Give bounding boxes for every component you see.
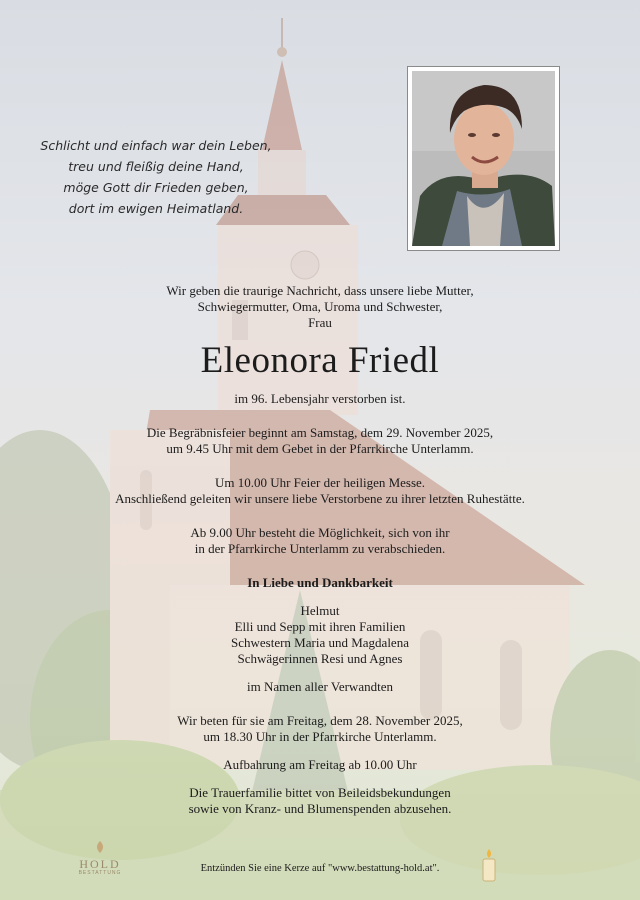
candle-icon[interactable] — [479, 848, 499, 882]
poem-line: möge Gott dir Frieden geben, — [63, 180, 249, 195]
relatives-line: im Namen aller Verwandten — [247, 679, 393, 694]
poem — [36, 135, 276, 219]
mourners-heading: In Liebe und Dankbarkeit — [247, 575, 393, 590]
flame-logo-icon — [90, 841, 110, 853]
funeral-line: um 9.45 Uhr mit dem Gebet in der Pfarrkirche Unterlamm. — [166, 441, 474, 456]
mass-line: Anschließend geleiten wir unsere liebe Verstorbene zu ihrer letzten Ruhestätte. — [115, 491, 525, 506]
farewell-line: Ab 9.00 Uhr besteht die Möglichkeit, sich von ihr — [190, 525, 450, 540]
prayer-line: um 18.30 Uhr in der Pfarrkirche Unterlamm. — [203, 729, 437, 744]
age-line: im 96. Lebensjahr verstorben ist. — [234, 391, 406, 406]
poem-line: dort im ewigen Heimatland. — [68, 201, 244, 216]
announcement-line: Schwiegermutter, Oma, Uroma und Schwester, — [197, 299, 443, 314]
logo-subtitle: BESTATTUNG — [78, 870, 122, 876]
mourner: Helmut — [300, 603, 340, 618]
mourner: Schwägerinnen Resi und Agnes — [237, 651, 403, 666]
prayer-line: Wir beten für sie am Freitag, dem 28. November 2025, — [177, 713, 463, 728]
mourner: Schwestern Maria und Magdalena — [231, 635, 409, 650]
poem-line: treu und fleißig deine Hand, — [68, 159, 244, 174]
obituary-text — [0, 283, 640, 817]
request-line: Die Trauerfamilie bittet von Beileidsbekundungen — [189, 785, 451, 800]
request-line: sowie von Kranz- und Blumenspenden abzusehen. — [188, 801, 452, 816]
announcement-line: Wir geben die traurige Nachricht, dass unsere liebe Mutter, — [166, 283, 474, 298]
portrait-photo — [407, 66, 560, 251]
poem-line: Schlicht und einfach war dein Leben, — [40, 138, 272, 153]
deceased-name: Eleonora Friedl — [200, 340, 440, 381]
viewing-line: Aufbahrung am Freitag ab 10.00 Uhr — [223, 757, 417, 772]
farewell-line: in der Pfarrkirche Unterlamm zu verabschieden. — [194, 541, 446, 556]
portrait-image — [412, 71, 555, 246]
funeral-line: Die Begräbnisfeier beginnt am Samstag, dem 29. November 2025, — [146, 425, 494, 440]
mourner: Elli und Sepp mit ihren Familien — [234, 619, 406, 634]
logo-brand: HOLD — [79, 857, 121, 871]
announcement-line: Frau — [308, 315, 332, 330]
footer-text[interactable]: Entzünden Sie eine Kerze auf "www.bestattung-hold.at". — [200, 863, 440, 874]
mass-line: Um 10.00 Uhr Feier der heiligen Messe. — [214, 475, 426, 490]
